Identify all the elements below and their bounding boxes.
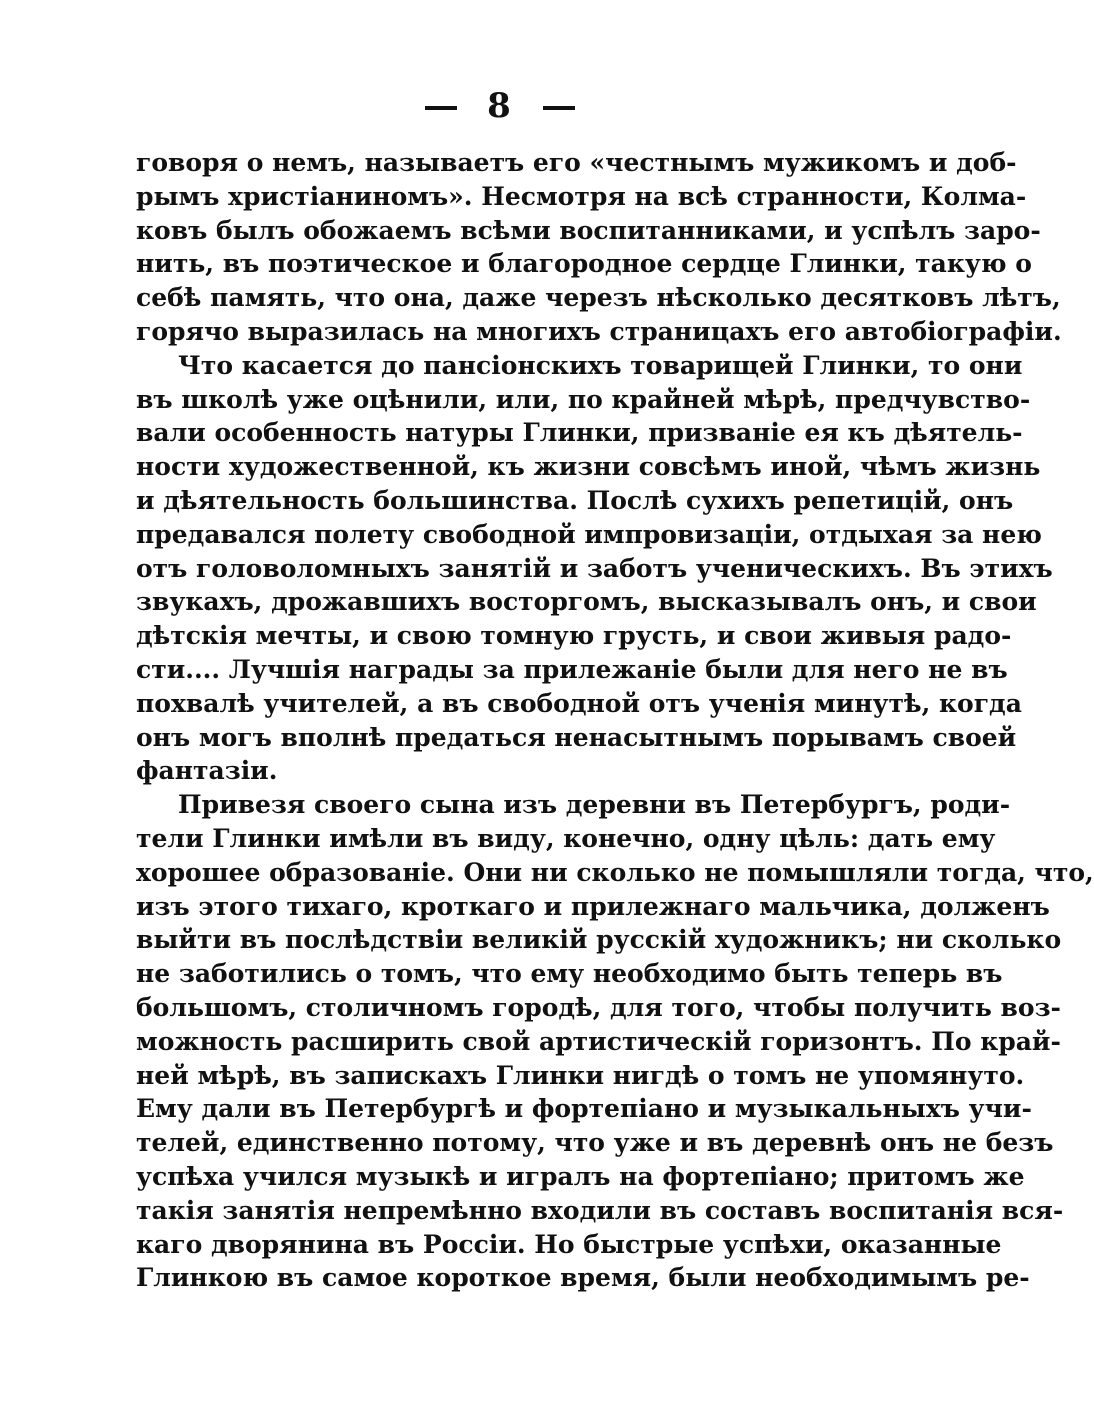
text-line: хорошее образованіе. Они ни сколько не помышляли тогда, что, xyxy=(136,857,1094,887)
text-line: дѣтскія мечты, и свою томную грусть, и свои живыя радо- xyxy=(136,621,1012,651)
text-line: ковъ былъ обожаемъ всѣми воспитанниками, и успѣлъ заро- xyxy=(136,215,1041,245)
right-dash xyxy=(543,106,575,110)
left-dash xyxy=(425,106,457,110)
page-number: 8 xyxy=(487,86,513,126)
text-line: ности художественной, къ жизни совсѣмъ иной, чѣмъ жизнь xyxy=(136,452,1041,482)
text-line: ней мѣрѣ, въ запискахъ Глинки нигдѣ о томъ не упомянуто. xyxy=(136,1060,1025,1090)
page-header xyxy=(0,86,1000,126)
text-line: говоря о немъ, называетъ его «честнымъ мужикомъ и доб- xyxy=(136,148,1017,177)
text-line: изъ этого тихаго, кроткаго и прилежнаго мальчика, долженъ xyxy=(136,891,1050,921)
text-line: Что касается до пансіонскихъ товарищей Глинки, то они xyxy=(178,350,1023,380)
text-line: успѣха учился музыкѣ и игралъ на фортепіано; притомъ же xyxy=(136,1161,1025,1191)
text-line: горячо выразилась на многихъ страницахъ его автобіографіи. xyxy=(136,316,1062,346)
text-line: нить, въ поэтическое и благородное сердце Глинки, такую о xyxy=(136,249,1032,279)
text-line: можность расширить свой артистическій горизонтъ. По край- xyxy=(136,1026,1061,1056)
text-line: Ему дали въ Петербургѣ и фортепіано и музыкальныхъ учи- xyxy=(136,1094,1032,1124)
text-line: фантазіи. xyxy=(136,756,278,786)
text-line: выйти въ послѣдствіи великій русскій художникъ; ни сколько xyxy=(136,925,1062,955)
text-line: предавался полету свободной импровизаціи, отдыхая за нею xyxy=(136,519,1042,549)
text-line: похвалѣ учителей, а въ свободной отъ ученія минутѣ, когда xyxy=(136,688,1022,718)
text-line: тели Глинки имѣли въ виду, конечно, одну цѣль: дать ему xyxy=(136,823,996,853)
text-line: каго дворянина въ Россіи. Но быстрые успѣхи, оказанные xyxy=(136,1229,1002,1259)
text-line: вали особенность натуры Глинки, призваніе ея къ дѣятель- xyxy=(136,418,1023,448)
text-line: такія занятія непремѣнно входили въ составъ воспитанія вся- xyxy=(136,1195,1064,1225)
text-line: себѣ память, что она, даже черезъ нѣсколько десятковъ лѣтъ, xyxy=(136,283,1061,313)
text-line: Глинкою въ самое короткое время, были необходимымъ ре- xyxy=(136,1263,1030,1293)
text-body xyxy=(136,146,1094,1295)
text-line: звукахъ, дрожавшихъ восторгомъ, высказывалъ онъ, и свои xyxy=(136,587,1037,617)
text-line: сти.... Лучшія награды за прилежаніе были для него не въ xyxy=(136,654,1008,684)
text-line: отъ головоломныхъ занятій и заботъ ученическихъ. Въ этихъ xyxy=(136,553,1053,583)
text-line: въ школѣ уже оцѣнили, или, по крайней мѣрѣ, предчувство- xyxy=(136,384,1031,414)
text-line: не заботились о томъ, что ему необходимо быть теперь въ xyxy=(136,959,1003,989)
text-line: большомъ, столичномъ городѣ, для того, чтобы получить воз- xyxy=(136,992,1061,1022)
text-line: телей, единственно потому, что уже и въ деревнѣ онъ не безъ xyxy=(136,1128,1054,1158)
text-line: онъ могъ вполнѣ предаться ненасытнымъ порывамъ своей xyxy=(136,722,1017,752)
text-line: рымъ христіаниномъ». Несмотря на всѣ странности, Колма- xyxy=(136,181,1027,211)
text-line: Привезя своего сына изъ деревни въ Петербургъ, роди- xyxy=(178,790,1011,820)
text-line: и дѣятельность большинства. Послѣ сухихъ репетицій, онъ xyxy=(136,485,1014,515)
